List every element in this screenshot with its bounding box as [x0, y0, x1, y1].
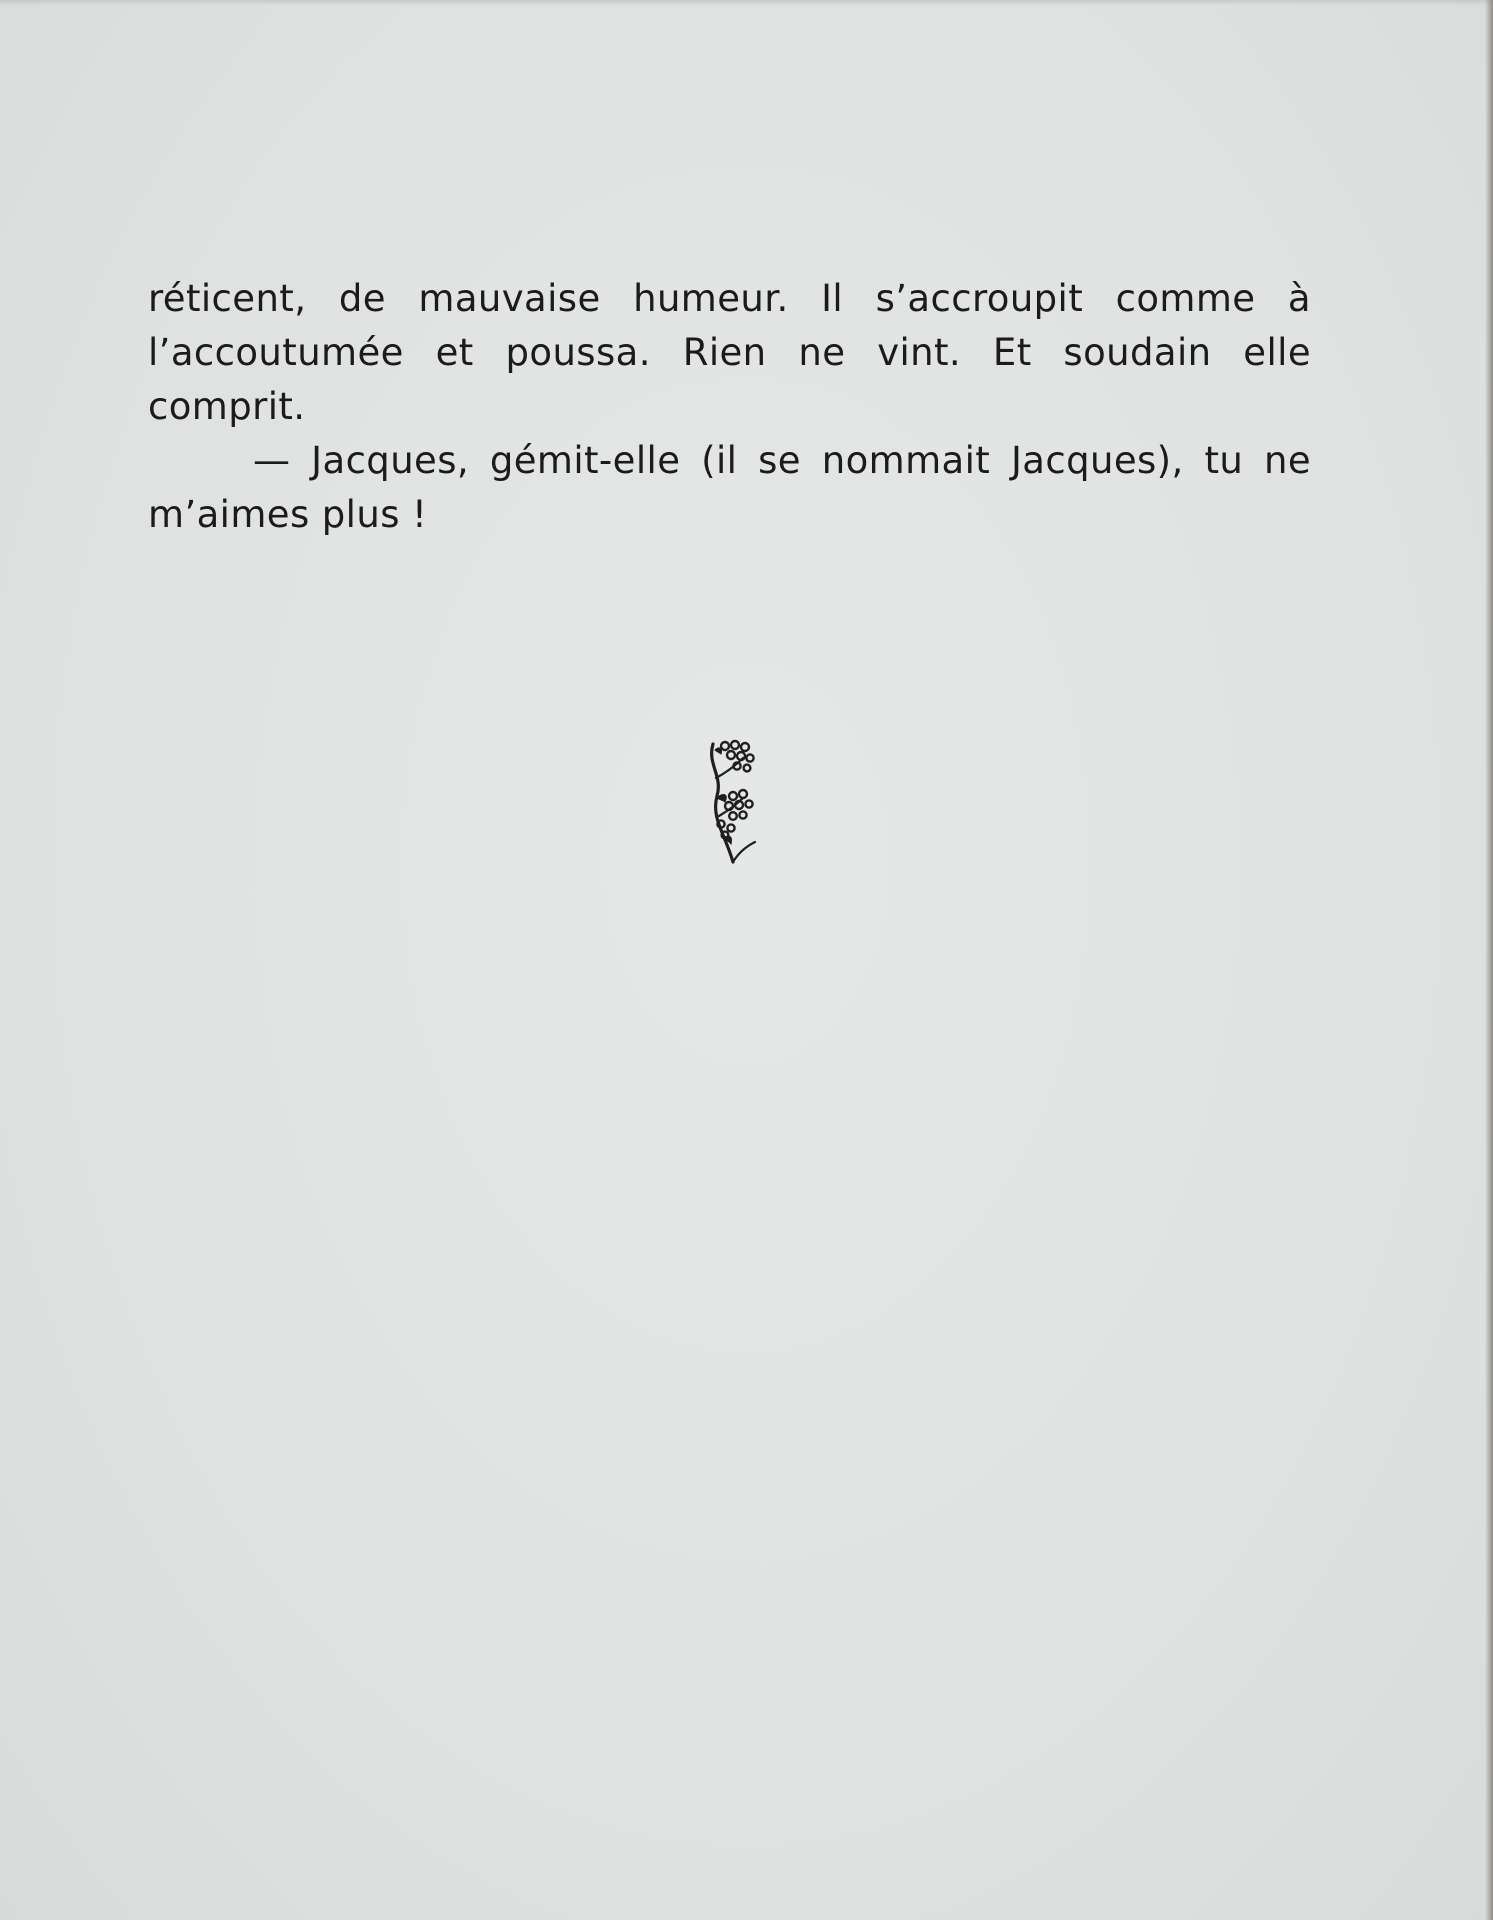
- paragraph-narrative: réticent, de mauvaise humeur. Il s’accroupit comme à l’accoutumée et poussa. Rien ne vint. Et soudain elle comprit.: [148, 277, 1311, 428]
- body-text: [148, 272, 1311, 542]
- page-top-shadow: [0, 0, 1493, 6]
- floral-vine-ornament-icon: [703, 738, 763, 866]
- paragraph-dialogue: — Jacques, gémit-elle (il se nommait Jacques), tu ne m’aimes plus !: [148, 439, 1311, 536]
- page-right-edge: [1485, 0, 1493, 1920]
